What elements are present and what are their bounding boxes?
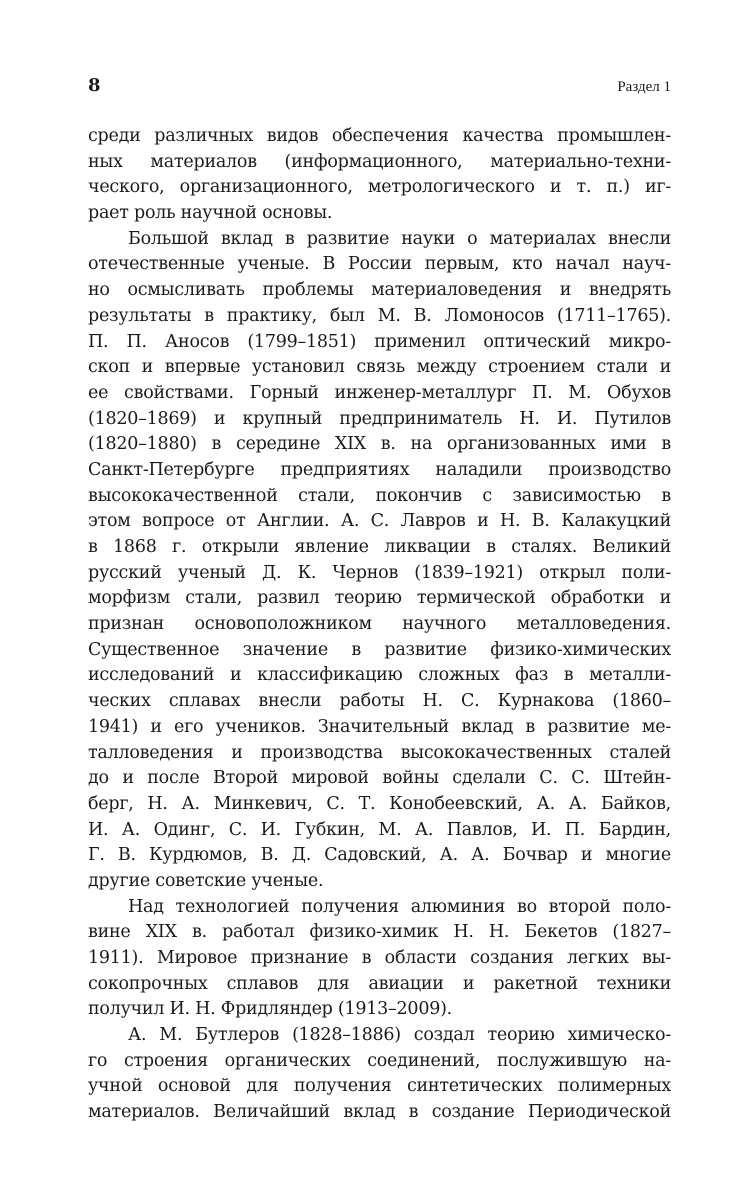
text-line: ческого, организационного, метрологического и т. п.) иг- <box>88 177 671 198</box>
text-line: Г. В. Курдюмов, В. Д. Садовский, А. А. Бочвар и многие <box>88 845 671 866</box>
text-line: другие советские ученые. <box>88 870 324 891</box>
section-label: Раздел 1 <box>617 79 671 95</box>
text-line: (1820–1880) в середине XIX в. на организованных ими в <box>88 434 671 455</box>
text-line: (1820–1869) и крупный предприниматель Н. И. Путилов <box>88 408 671 429</box>
text-line: признан основоположником научного металловедения. <box>88 614 671 635</box>
text-line: русский ученый Д. К. Чернов (1839–1921) открыл поли- <box>88 562 671 583</box>
text-line: П. П. Аносов (1799–1851) применил оптический микро- <box>88 331 671 352</box>
text-line: берг, Н. А. Минкевич, С. Т. Конобеевский, А. А. Байков, <box>88 793 671 814</box>
text-line: ных материалов (информационного, материально-техни- <box>88 151 671 172</box>
paragraph <box>88 124 671 227</box>
text-line: Над технологией получения алюминия во второй поло- <box>128 896 671 917</box>
running-head <box>88 76 671 100</box>
paragraph <box>88 1023 671 1126</box>
text-line: исследований и классификацию сложных фаз в металли- <box>88 665 671 686</box>
text-line: 1911). Мировое признание в области создания легких вы- <box>88 948 671 968</box>
text-line: Большой вклад в развитие науки о материалах внесли <box>128 228 671 249</box>
text-line: Существенное значение в развитие физико-химических <box>88 639 671 660</box>
body-text <box>88 124 671 1126</box>
text-line: 1941) и его учеников. Значительный вклад в развитие ме- <box>88 716 671 737</box>
paragraph <box>88 895 671 1023</box>
text-line: ее свойствами. Горный инженер-металлург П. М. Обухов <box>88 382 671 403</box>
text-line: рает роль научной основы. <box>88 203 333 224</box>
text-line: сокопрочных сплавов для авиации и ракетной техники <box>88 973 671 994</box>
paragraph <box>88 227 671 895</box>
text-line: в 1868 г. открыли явление ликвации в сталях. Великий <box>88 537 671 557</box>
text-line: талловедения и производства высококачественных сталей <box>88 742 671 763</box>
text-line: Санкт-Петербурге предприятиях наладили производство <box>88 459 671 480</box>
text-line: но осмысливать проблемы материаловедения и внедрять <box>88 280 671 301</box>
text-line: морфизм стали, развил теорию термической обработки и <box>88 588 671 609</box>
text-line: материалов. Величайший вклад в создание Периодической <box>88 1102 671 1123</box>
text-line: получил И. Н. Фридляндер (1913–2009). <box>88 999 452 1020</box>
text-line: отечественные ученые. В России первым, кто начал науч- <box>88 254 671 275</box>
text-line: высококачественной стали, покончив с зависимостью в <box>88 485 671 506</box>
text-line: учной основой для получения синтетических полимерных <box>88 1076 671 1097</box>
text-line: результаты в практику, был М. В. Ломоносов (1711–1765). <box>88 305 671 326</box>
text-line: до и после Второй мировой войны сделали С. С. Штейн- <box>88 768 671 789</box>
text-line: среди различных видов обеспечения качества промышлен- <box>88 126 671 146</box>
text-line: вине XIX в. работал физико-химик Н. Н. Бекетов (1827– <box>88 922 671 943</box>
text-line: этом вопросе от Англии. А. С. Лавров и Н. В. Калакуцкий <box>88 511 671 532</box>
text-line: А. М. Бутлеров (1828–1886) создал теорию химическо- <box>128 1025 671 1046</box>
text-line: ческих сплавах внесли работы Н. С. Курнакова (1860– <box>88 691 671 712</box>
page-number: 8 <box>88 75 101 96</box>
text-line: го строения органических соединений, послужившую на- <box>88 1050 671 1071</box>
text-line: И. А. Одинг, С. И. Губкин, М. А. Павлов, И. П. Бардин, <box>88 819 671 840</box>
text-line: скоп и впервые установил связь между строением стали и <box>88 357 671 378</box>
